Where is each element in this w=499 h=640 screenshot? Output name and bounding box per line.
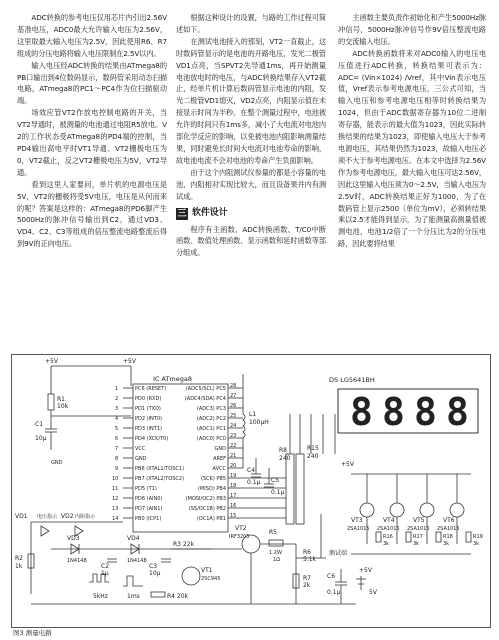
label: 2SC945 — [201, 576, 221, 582]
label: 2k — [303, 582, 311, 589]
pin-number: 7 — [115, 446, 119, 452]
pin-number: 18 — [230, 483, 237, 489]
pin-label: PD4 (XCK/T0) — [135, 436, 169, 442]
label: VT6 — [443, 517, 455, 524]
text-column-2 — [176, 12, 326, 259]
label: 1ms — [127, 593, 140, 600]
label: 1Ω — [273, 557, 281, 563]
pin-label: PB6 (XTAL1/TOSC1) — [135, 466, 185, 472]
label: IRF3205 — [229, 534, 250, 540]
label: 1μ — [101, 570, 109, 577]
paragraph: 在测试电池接入的那刻，VT2一直截止，这时数码管显示的是电池的开路电压，发光二极管VD1点亮，当SPVT2先导通1ms，再开始测量电池放电时的电压，与ADC转换结果存入VT2截止，经单片机计算后数码管显示电池的内阻，发光二极管VD1熄灭，VD2点亮，内阻显示值在未接显示时间为半秒。在整个测量过程中，电池被允许的时间只有1ms多，减小了大电流对电池内部化学反应的影响，以免被电池内阻影响测量结果，同时避免长时间大电流对电池寿命的影响，故电池电流不会对电池的寿命产生负面影响。 — [176, 36, 326, 165]
label: 3k — [413, 541, 420, 547]
label: 5kHz — [93, 593, 108, 600]
pin-number: 24 — [230, 423, 237, 429]
pin-number: 17 — [230, 493, 237, 499]
label: 0.1μ — [327, 589, 341, 596]
ic-title: IC ATmega8 — [153, 375, 193, 383]
paragraph: 程序有主函数、ADC转换函数、T/C0中断函数、数值处理函数、显示函数和延时函数等部分组成。 — [176, 224, 326, 258]
figure-caption: 图3 测量电路 — [13, 629, 52, 637]
pin-label: (MOSI/OC2) PB3 — [185, 496, 226, 502]
label: +5V — [45, 358, 58, 365]
label: R6 — [303, 549, 311, 556]
pin-number: 16 — [230, 503, 237, 509]
pin-label: (ADC2) PC2 — [196, 416, 226, 422]
label: VT4 — [383, 517, 395, 524]
paragraph: ADC转换函数将来对ADC0输入的电压电压值进行ADC转换，转换结果可表示为：ADC= (Vin×1024) /Vref，其中Vin表示电压值，Vref表示参考电源电压，三公式可知，当输入电压和参考电源电压相等时转换结果为1024，但由于ADC数据寄存器为10位二进制寄存器，能表示的最大值为1023，因此实际转换结果的结果为1023，即使输入电压大于参考电源电压，其结果仍然为1023，故输入电压必须不大于参考电源电压。在本文中选择为2.56V作为参考电源电压，最大输入电压可达2.56V，因此这里输入电压须为0～2.5V，当输入电压为2.5V时，ADC转换结果正好为1000，为了在数码管上显示2500（单位为mV），必须转结果乘以2.5才能得到显示，为了能测量高测量值被测电池，电池1/2倍了一个分压比为2的分压电路，因此要将结果 — [338, 48, 486, 249]
label: 3k — [383, 541, 390, 547]
pin-number: 28 — [230, 383, 237, 389]
pin-label: PB7 (XTAL2/TOSC2) — [135, 476, 185, 482]
label: R16 — [383, 534, 393, 540]
pin-number: 4 — [115, 416, 119, 422]
pin-label: (ADC4/SDA) PC4 — [184, 396, 226, 402]
label: C4 — [247, 467, 256, 474]
label: 1.2W — [269, 550, 282, 556]
pin-number: 9 — [115, 466, 119, 472]
label: C6 — [327, 573, 336, 580]
pin-label: (ADC1) PC1 — [196, 426, 226, 432]
pin-label: (ADC5/SCL) PC5 — [185, 386, 226, 392]
pin-label: AVCC — [212, 466, 226, 472]
label: R15 — [307, 445, 319, 452]
label: 2SA1015 — [407, 526, 430, 532]
label: 3k — [473, 541, 480, 547]
pin-label: GND — [135, 456, 147, 462]
label: GND — [51, 460, 63, 466]
label: +5V — [123, 358, 136, 365]
paragraph: 看到这里人家要问，单片机的电源电压是5V，VT2的栅极将受5V电压，电压是从何而来的呢？答案是这样的：ATmega8的PD6脚产生5000Hz的脉冲信号输出到C2，通过VD3、VD4、C2、C3等组成的倍压整流电路整流后得到9V的正向电压。 — [17, 179, 167, 249]
label: 1N4148 — [67, 558, 87, 564]
pin-label: (ADC3) PC3 — [196, 406, 226, 412]
pin-label: (MISO) PB4 — [197, 486, 226, 492]
pin-number: 10 — [112, 476, 119, 482]
pin-number: 19 — [230, 473, 237, 479]
label: VT2 — [235, 525, 247, 532]
paragraph: 根据这种设计的设置，与路的工作过程可简述如下。 — [176, 13, 326, 34]
label: VD4 — [127, 535, 140, 542]
label: 内阻指示 — [75, 514, 96, 520]
display-digit-1: 8 — [350, 390, 373, 434]
pin-number: 12 — [112, 496, 119, 502]
pin-number: 1 — [115, 386, 119, 392]
text-column-1 — [17, 12, 167, 250]
pin-number: 25 — [230, 413, 237, 419]
label: R5 — [269, 529, 277, 536]
label: L1 — [249, 411, 257, 418]
label: VD1 — [15, 513, 28, 520]
pin-number: 20 — [230, 463, 237, 469]
paragraph: 主函数主要负责作初始化和产生5000Hz脉冲信号，5000Hz脉冲信号作9V倍压整流电路的交流输入电压。 — [338, 13, 486, 46]
pin-label: GND — [214, 446, 226, 452]
label: 0.1μ — [271, 489, 285, 496]
pin-number: 5 — [115, 426, 119, 432]
label: R18 — [443, 534, 453, 540]
label: 240 — [279, 455, 291, 462]
label: +5V — [359, 567, 372, 574]
label: C5 — [271, 477, 280, 484]
label: 测试端 — [329, 550, 348, 557]
label: 2SA1015 — [437, 526, 460, 532]
label: R19 — [473, 534, 483, 540]
pin-number: 26 — [230, 403, 237, 409]
display-digit-2: 8 — [382, 390, 405, 434]
pin-number: 15 — [230, 513, 237, 519]
pin-number: 13 — [112, 506, 119, 512]
pin-label: VCC — [135, 446, 146, 452]
display-digit-4: 8 — [446, 390, 469, 434]
pin-label: PD7 (AIN1) — [135, 506, 163, 512]
pin-number: 14 — [112, 516, 119, 522]
label: 2SA1015 — [347, 526, 370, 532]
label: 1N4148 — [127, 558, 147, 564]
label: VD2 — [61, 513, 74, 520]
section-number: 三 — [177, 208, 187, 219]
label: C3 — [149, 563, 158, 570]
label: R7 — [303, 575, 311, 582]
paragraph: ADC转换的参考电压仅用芯片内引出2.56V基准电压，ADC0最大允许输入电压为2.56V，这里取最大输入电压为2.5V，因此使用R6、R7组成的分压电路将输入电压限制在2.5V以内。 — [17, 13, 167, 58]
label: R3 22k — [173, 541, 195, 548]
pin-label: (SCK) PB5 — [200, 476, 226, 482]
pin-number: 21 — [230, 453, 237, 459]
pin-label: (SS/OC1B) PB2 — [188, 506, 226, 512]
pin-label: (OC1A) PB1 — [196, 516, 226, 522]
pin-label: PD1 (TXD) — [135, 406, 161, 412]
label: R2 — [15, 555, 23, 562]
label: R4 20k — [167, 593, 189, 600]
label: VT1 — [201, 567, 213, 574]
seven-segment-display — [338, 389, 478, 434]
label: 2SA1015 — [377, 526, 400, 532]
label: 电压指示 — [37, 514, 58, 520]
display-title: DS LG5641BH — [329, 376, 375, 384]
pin-number: 3 — [115, 406, 119, 412]
pin-number: 23 — [230, 433, 237, 439]
pin-number: 6 — [115, 436, 119, 442]
label: 100μH — [249, 419, 269, 426]
label: +5V — [341, 461, 354, 468]
label: 3k — [443, 541, 450, 547]
pin-label: PB0 (ICP1) — [135, 516, 162, 522]
pin-number: 2 — [115, 396, 119, 402]
pin-label: PD0 (RXD) — [135, 396, 162, 402]
pin-number: 22 — [230, 443, 237, 449]
label: 5.1k — [303, 556, 317, 563]
label: 5V — [369, 589, 377, 596]
label: VD3 — [67, 535, 80, 542]
pin-label: PC6 (RESET) — [135, 386, 167, 392]
label: VT3 — [351, 517, 363, 524]
label: R8 — [279, 447, 287, 454]
pin-label: (ADC0) PC0 — [196, 436, 226, 442]
label: C2 — [101, 563, 110, 570]
label: 0.1μ — [247, 479, 261, 486]
pin-number: 27 — [230, 393, 237, 399]
label: C1 — [35, 421, 44, 428]
pin-number: 8 — [115, 456, 119, 462]
label: R17 — [413, 534, 423, 540]
pin-label: PD6 (AIN0) — [135, 496, 163, 502]
paragraph: 由于这个内阻测试仪参量的都是小容量的电池，内阻相对实现比较大，而且设备果并内有测试成。 — [176, 167, 326, 201]
label: 10μ — [35, 435, 47, 442]
paragraph: 输入电压经ADC转换的结果由ATmega8的PB口输出到4位数码显示，数码管采用动态扫描电路，ATmega8的PC1～PC4作为位扫描驱动端。 — [17, 60, 167, 106]
label: R1 — [57, 396, 65, 403]
text-column-3 — [338, 12, 486, 250]
label: 10μ — [149, 570, 161, 577]
paragraph: 场效应管VT2作放电控制电路的开关，当VT2导通时，被测量的电池通过电阻R5放电。V 2的工作状态受ATmega8的PD4端的控制，当PD4输出高电平时VT1导通、VT2栅极电压为0，VT2截止，反之VT2栅极电压为5V，VT2导通。 — [17, 108, 167, 177]
label: 240 — [307, 453, 319, 460]
pin-label: PD3 (INT1) — [135, 426, 162, 432]
pin-label: PD5 (T1) — [135, 486, 157, 492]
section-heading — [176, 208, 326, 220]
label: 10k — [57, 403, 69, 410]
pin-number: 11 — [112, 486, 119, 492]
pin-label: AREF — [213, 456, 226, 462]
label: 1k — [15, 563, 23, 570]
display-digit-3: 8 — [414, 390, 437, 434]
pin-label: PD2 (INT0) — [135, 416, 162, 422]
circuit-schematic — [11, 354, 489, 626]
label: VT5 — [413, 517, 425, 524]
section-title: 软件设计 — [192, 207, 228, 218]
